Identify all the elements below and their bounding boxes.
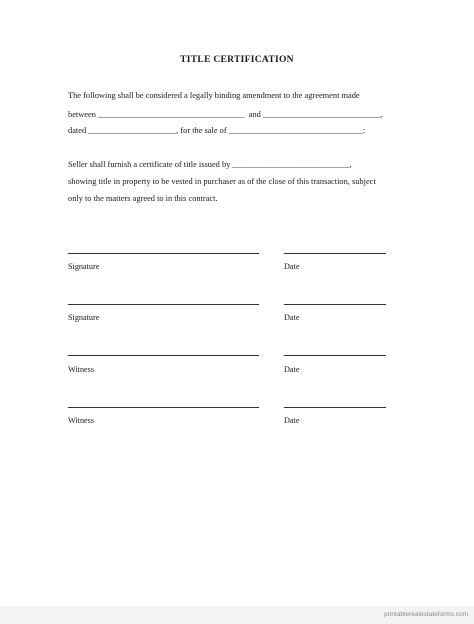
witness-label: Witness: [68, 416, 95, 425]
paragraph2-line2: showing title in property to be vested in purchaser as of the close of this transaction, subject: [68, 177, 376, 186]
date-label: Date: [284, 262, 300, 271]
date-line[interactable]: [284, 253, 386, 254]
witness-line[interactable]: [68, 407, 259, 408]
document-title: TITLE CERTIFICATION: [180, 55, 294, 65]
signature-label: Signature: [68, 313, 100, 322]
paragraph2-line3: only to the matters agreed to in this contract.: [68, 194, 218, 203]
witness-label: Witness: [68, 365, 95, 374]
footer-watermark: printablerealestateforms.com: [384, 611, 468, 618]
date-label: Date: [284, 365, 300, 374]
paragraph2-line1: Seller shall furnish a certificate of title issued by ____________________________,: [68, 160, 352, 169]
date-line[interactable]: [284, 355, 386, 356]
date-label: Date: [284, 313, 300, 322]
signature-line[interactable]: [68, 304, 259, 305]
paragraph1-line1: The following shall be considered a legally binding amendment to the agreement made: [68, 91, 360, 100]
signature-line[interactable]: [68, 253, 259, 254]
witness-line[interactable]: [68, 355, 259, 356]
paragraph1-line2: between ___________________________________ and ____________________________,: [68, 110, 383, 119]
paragraph1-line3: dated _____________________, for the sale of ________________________________:: [68, 126, 366, 135]
date-line[interactable]: [284, 407, 386, 408]
date-line[interactable]: [284, 304, 386, 305]
signature-label: Signature: [68, 262, 100, 271]
date-label: Date: [284, 416, 300, 425]
